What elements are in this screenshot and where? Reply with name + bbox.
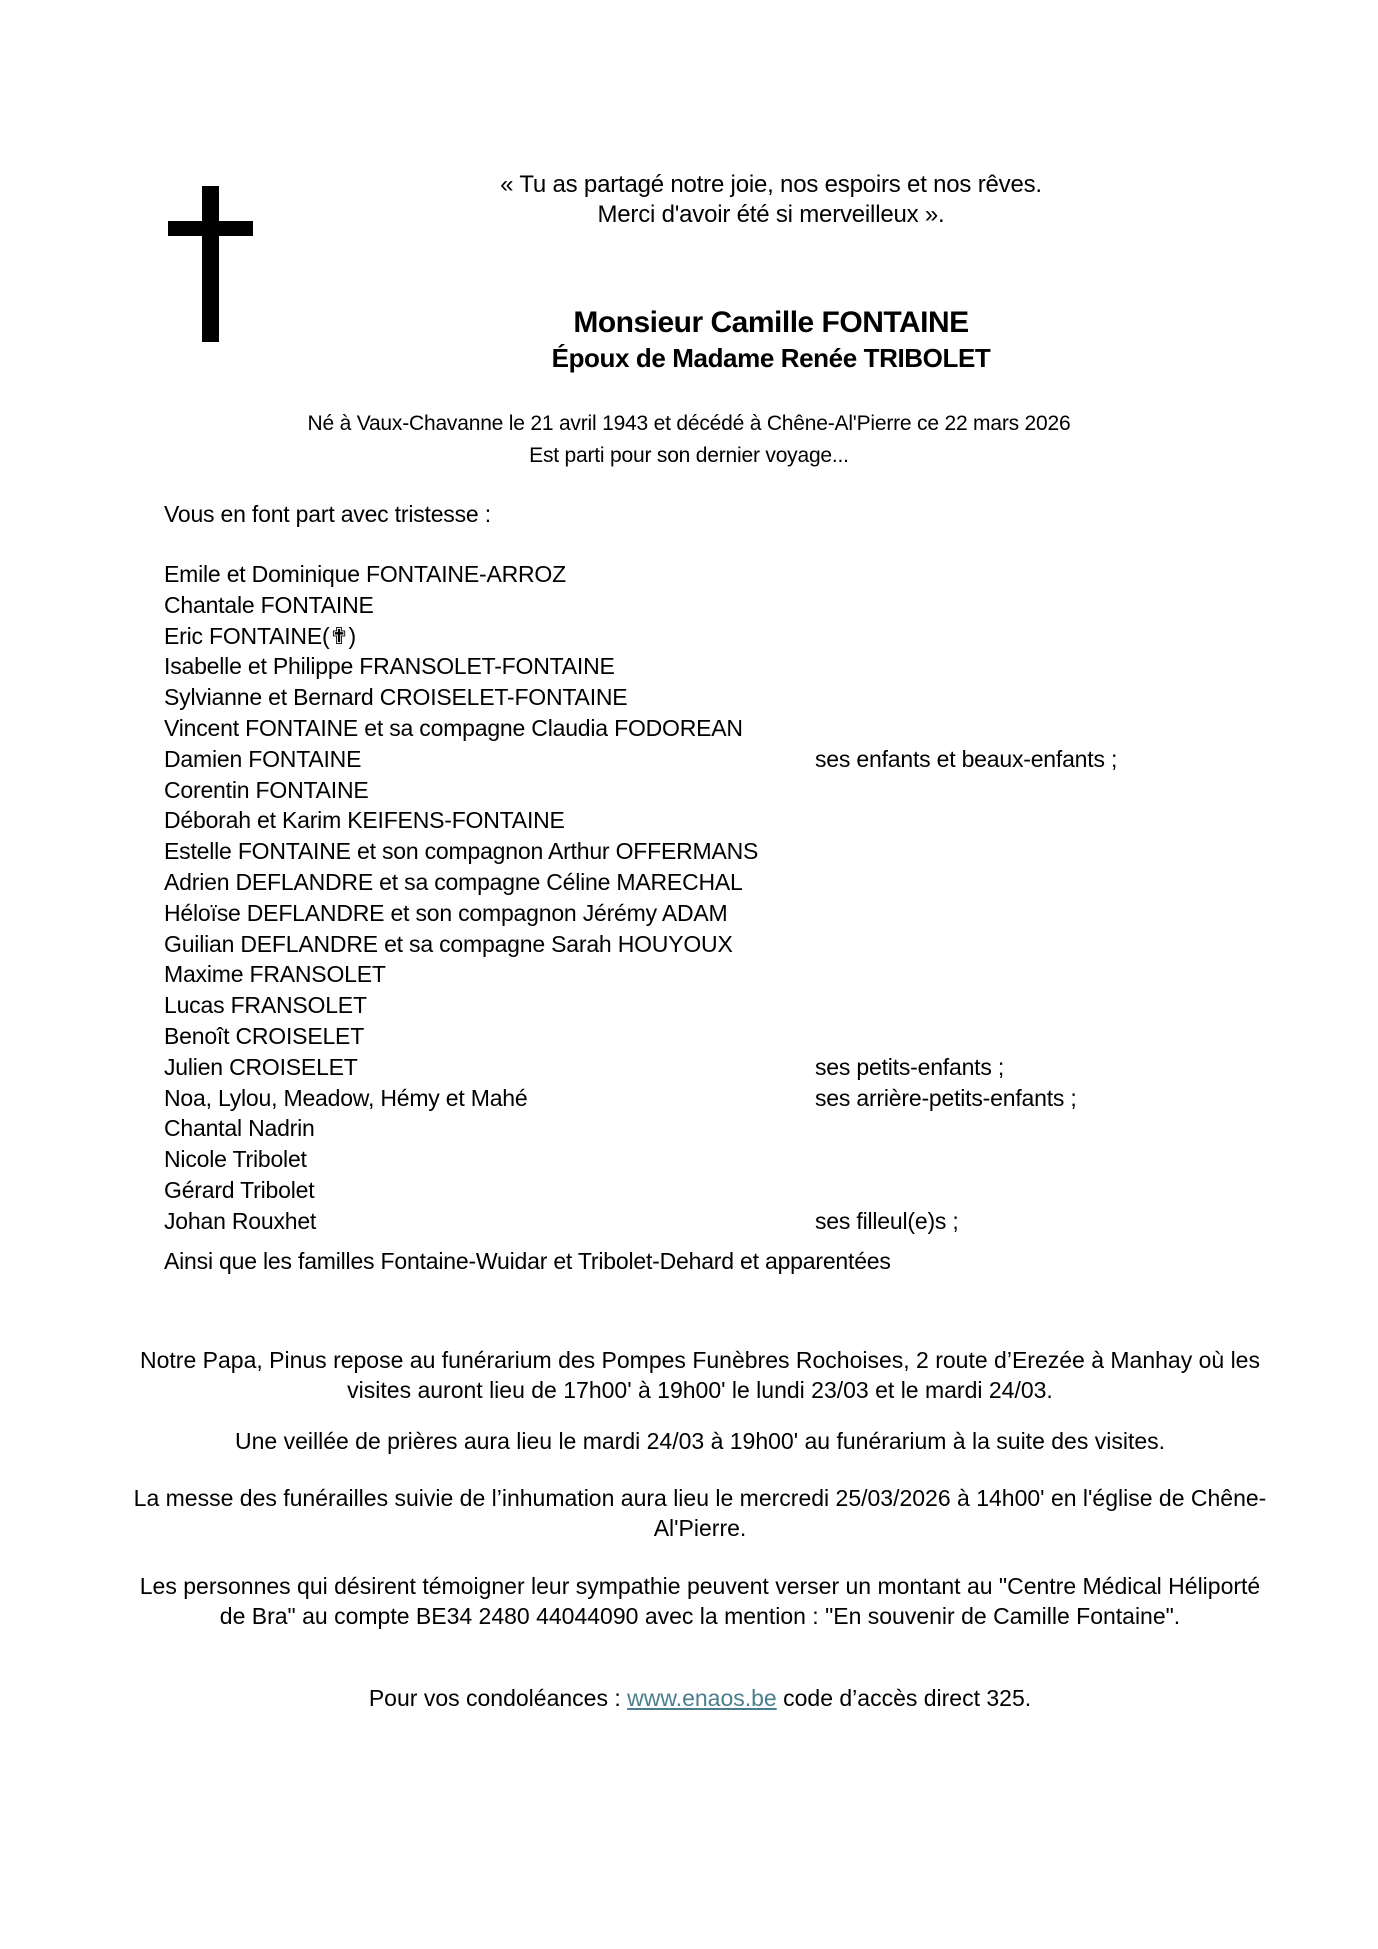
family-member-name: Maxime FRANSOLET bbox=[164, 961, 386, 988]
memorial-cross-icon bbox=[168, 186, 253, 342]
memorial-quote-line2: Merci d'avoir été si merveilleux ». bbox=[597, 201, 945, 228]
family-member-row bbox=[164, 621, 1280, 652]
family-member-row bbox=[164, 959, 1280, 990]
family-member-row bbox=[164, 867, 1280, 898]
header-block bbox=[321, 170, 1221, 375]
condolences-suffix: code d’accès direct 325. bbox=[776, 1685, 1032, 1711]
family-member-name: Adrien DEFLANDRE et sa compagne Céline MARECHAL bbox=[164, 868, 743, 895]
family-member-row bbox=[164, 713, 1280, 744]
family-member-name: Héloïse DEFLANDRE et son compagnon Jérémy ADAM bbox=[164, 899, 728, 926]
family-member-row bbox=[164, 836, 1280, 867]
condolences-line bbox=[125, 1683, 1275, 1713]
family-member-row bbox=[164, 1113, 1280, 1144]
family-list bbox=[164, 559, 1280, 1276]
families-closing-line: Ainsi que les familles Fontaine-Wuidar et Tribolet-Dehard et apparentées bbox=[164, 1247, 891, 1274]
donation-paragraph: Les personnes qui désirent témoigner leur sympathie peuvent verser un montant au "Centre Médical Héliporté de Bra" au compte BE34 2480 44044090 avec la mention : "En souvenir de Camille Fontaine". bbox=[139, 1573, 1261, 1629]
spouse-line: Époux de Madame Renée TRIBOLET bbox=[551, 343, 991, 373]
enaos-link[interactable]: www.enaos.be bbox=[627, 1685, 777, 1711]
family-member-name: Gérard Tribolet bbox=[164, 1176, 315, 1203]
family-member-name: Isabelle et Philippe FRANSOLET-FONTAINE bbox=[164, 653, 615, 680]
family-member-name: Benoît CROISELET bbox=[164, 1022, 365, 1049]
family-member-row bbox=[164, 1021, 1280, 1052]
family-member-row bbox=[164, 744, 1280, 775]
dates-block bbox=[0, 408, 1378, 472]
family-member-row bbox=[164, 1206, 1280, 1237]
funeral-info-block bbox=[125, 1345, 1275, 1713]
vigil-paragraph: Une veillée de prières aura lieu le mardi 24/03 à 19h00' au funérarium à la suite des visites. bbox=[234, 1428, 1166, 1454]
family-member-name: Noa, Lylou, Meadow, Hémy et Mahé bbox=[164, 1084, 528, 1111]
birth-death-line: Né à Vaux-Chavanne le 21 avril 1943 et décédé à Chêne-Al'Pierre ce 22 mars 2026 bbox=[307, 412, 1071, 435]
family-member-row bbox=[164, 990, 1280, 1021]
family-member-name: Chantal Nadrin bbox=[164, 1115, 315, 1142]
family-member-name: Sylvianne et Bernard CROISELET-FONTAINE bbox=[164, 684, 628, 711]
family-member-row bbox=[164, 1083, 1280, 1114]
family-member-name: Lucas FRANSOLET bbox=[164, 992, 367, 1019]
family-member-row bbox=[164, 775, 1280, 806]
family-member-name: Corentin FONTAINE bbox=[164, 776, 369, 803]
family-member-name: Vincent FONTAINE et sa compagne Claudia FODOREAN bbox=[164, 714, 743, 741]
family-member-row bbox=[164, 1052, 1280, 1083]
deceased-name: Monsieur Camille FONTAINE bbox=[573, 306, 969, 339]
family-member-name: Johan Rouxhet bbox=[164, 1207, 317, 1234]
family-member-row bbox=[164, 1175, 1280, 1206]
cross-vertical-bar bbox=[202, 186, 219, 342]
family-member-row bbox=[164, 898, 1280, 929]
announcement-intro: Vous en font part avec tristesse : bbox=[164, 501, 491, 527]
family-member-name: Chantale FONTAINE bbox=[164, 591, 374, 618]
family-member-name: Damien FONTAINE bbox=[164, 745, 362, 772]
condolences-prefix: Pour vos condoléances : bbox=[368, 1685, 628, 1711]
memorial-quote-line1: « Tu as partagé notre joie, nos espoirs et nos rêves. bbox=[500, 171, 1042, 198]
family-member-row bbox=[164, 651, 1280, 682]
family-member-name: Déborah et Karim KEIFENS-FONTAINE bbox=[164, 807, 565, 834]
relation-label: ses arrière-petits-enfants ; bbox=[815, 1084, 1077, 1111]
cross-horizontal-bar bbox=[168, 221, 253, 236]
mass-paragraph: La messe des funérailles suivie de l’inhumation aura lieu le mercredi 25/03/2026 à 14h00' en l'église de Chêne-Al'Pierre. bbox=[133, 1485, 1267, 1541]
family-member-name: Guilian DEFLANDRE et sa compagne Sarah HOUYOUX bbox=[164, 930, 733, 957]
family-member-name: Julien CROISELET bbox=[164, 1053, 358, 1080]
relation-label: ses filleul(e)s ; bbox=[815, 1207, 959, 1234]
family-member-row bbox=[164, 1144, 1280, 1175]
family-member-name: Nicole Tribolet bbox=[164, 1146, 307, 1173]
family-member-row bbox=[164, 559, 1280, 590]
family-member-name: Emile et Dominique FONTAINE-ARROZ bbox=[164, 561, 566, 587]
family-member-row bbox=[164, 590, 1280, 621]
funerarium-paragraph: Notre Papa, Pinus repose au funérarium des Pompes Funèbres Rochoises, 2 route d’Erezée à Manhay où les visites auront lieu de 17h00' à 19h00' le lundi 23/03 et le mardi 24/03. bbox=[140, 1347, 1260, 1403]
family-member-row bbox=[164, 929, 1280, 960]
family-member-row bbox=[164, 682, 1280, 713]
family-member-name: Estelle FONTAINE et son compagnon Arthur OFFERMANS bbox=[164, 838, 759, 865]
family-member-row bbox=[164, 805, 1280, 836]
relation-label: ses enfants et beaux-enfants ; bbox=[815, 745, 1118, 772]
departure-line: Est parti pour son dernier voyage... bbox=[529, 444, 849, 467]
family-member-name: Eric FONTAINE(✟) bbox=[164, 622, 356, 649]
relation-label: ses petits-enfants ; bbox=[815, 1053, 1005, 1080]
